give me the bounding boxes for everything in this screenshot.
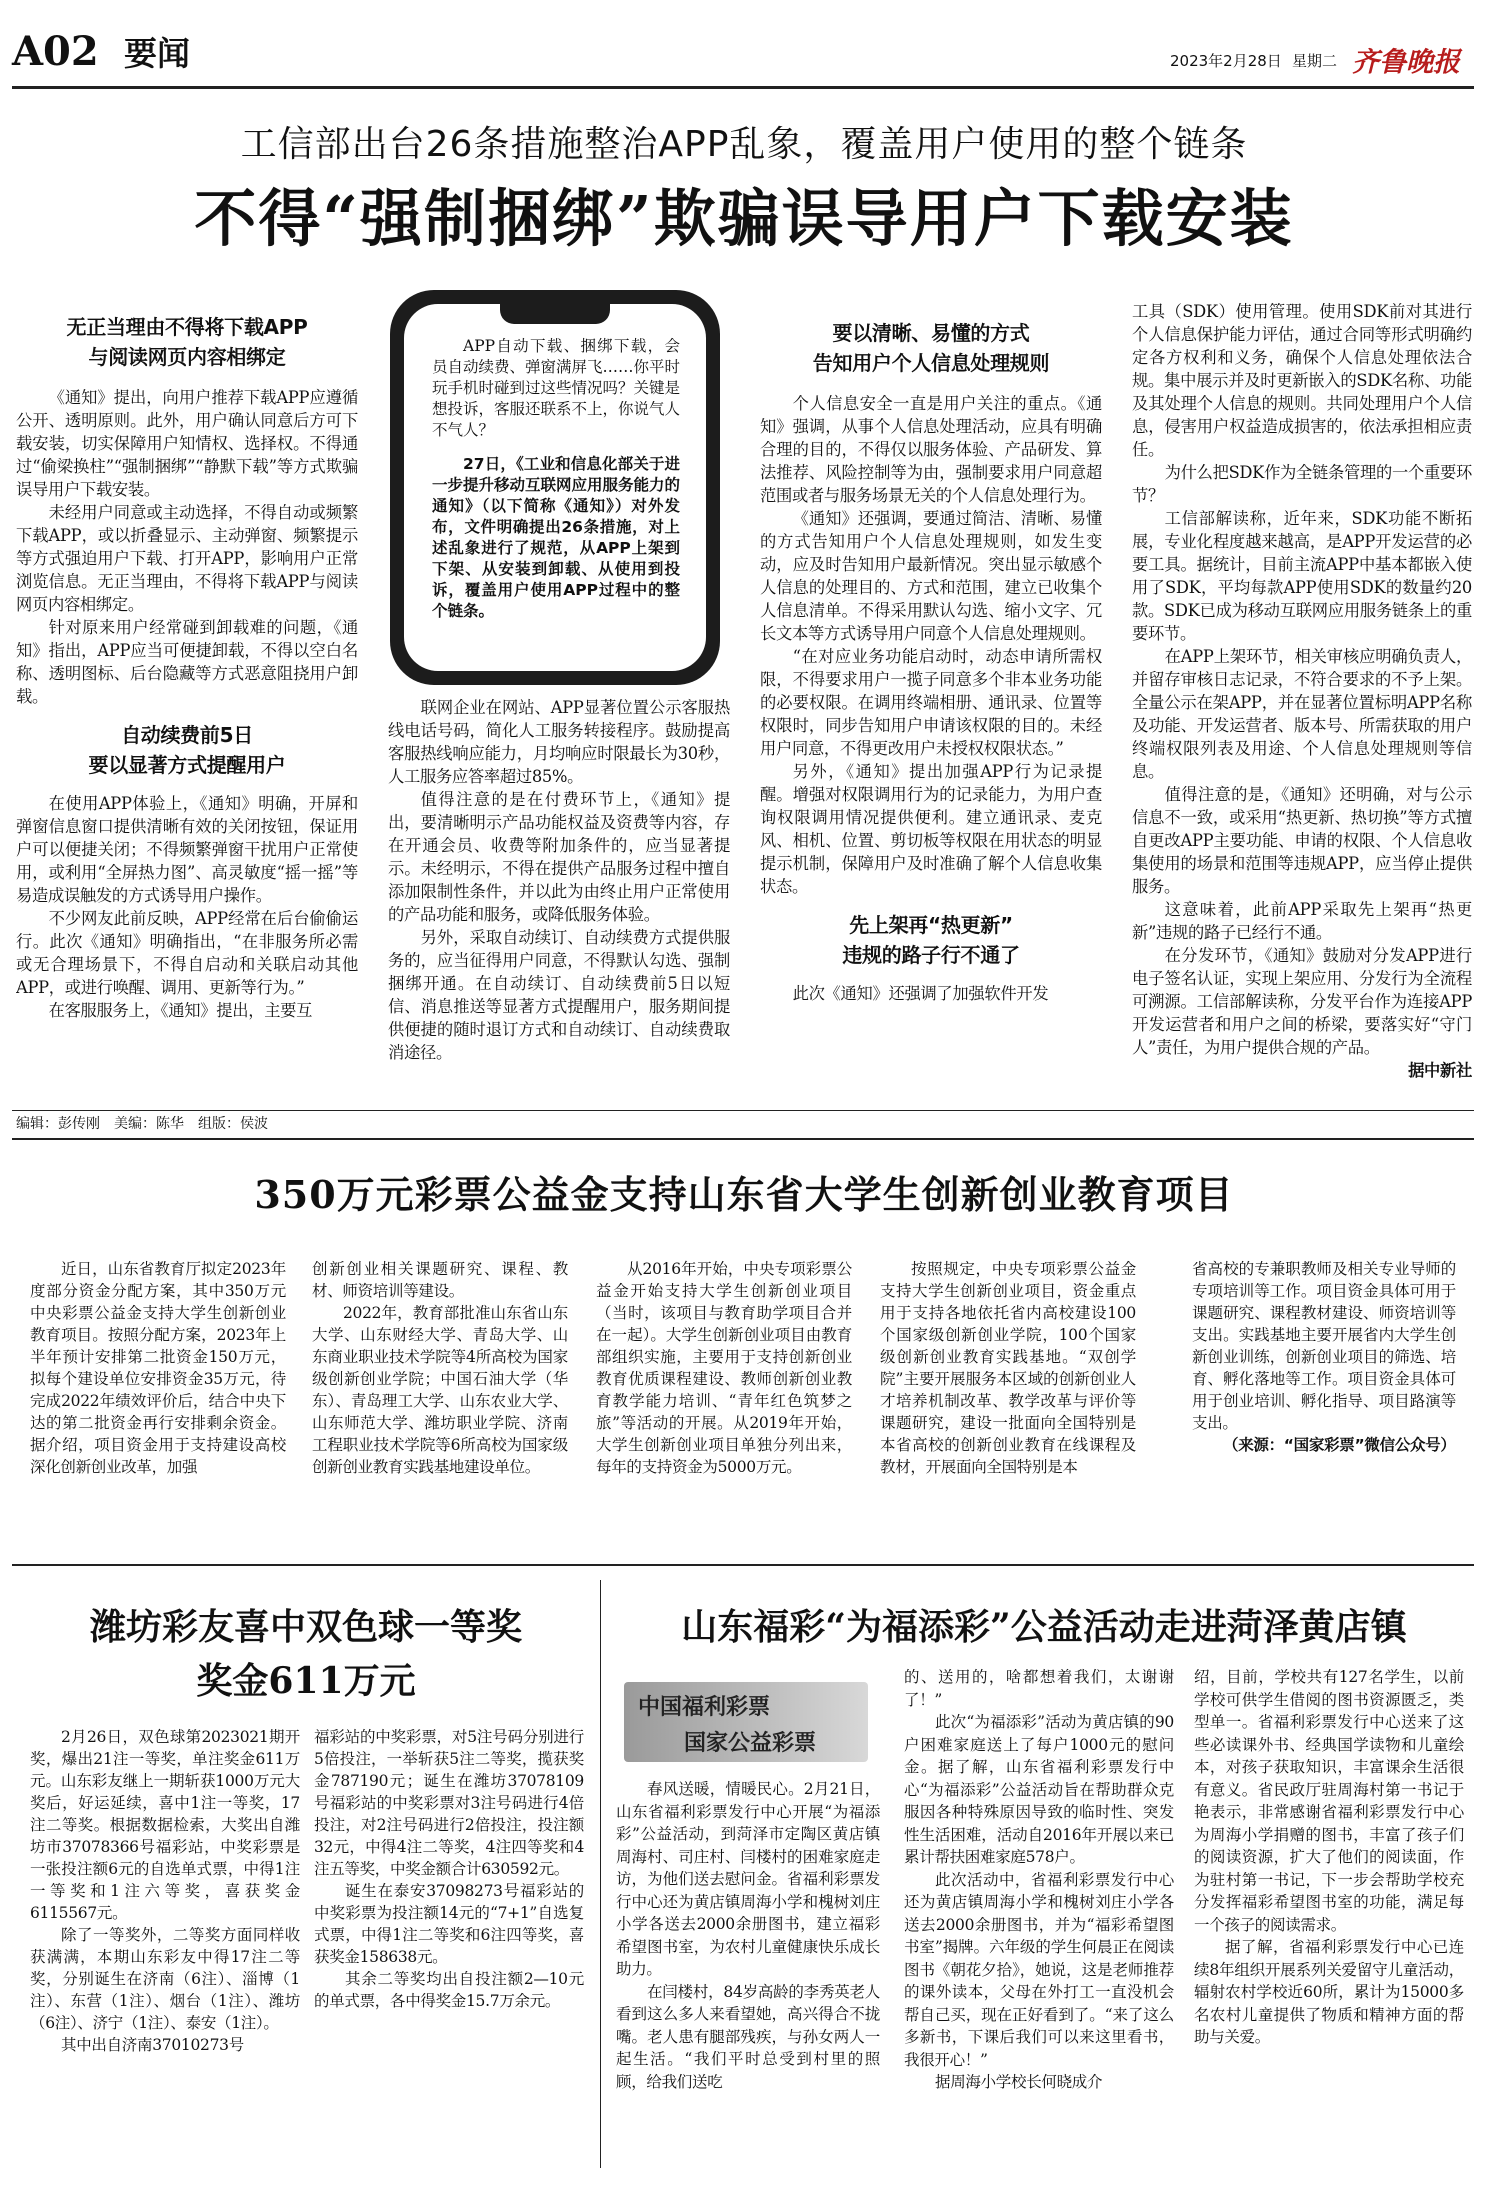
story3-column-1 — [30, 1726, 300, 2166]
story2-column-2 — [312, 1258, 568, 1548]
story2-column-3 — [596, 1258, 852, 1548]
paragraph: “在对应业务功能启动时，动态申请所需权限，不得要求用户一揽子同意多个非本业务功能的必要权限。在调用终端相册、通讯录、位置等权限时，同步告知用户申请该权限的目的。未经用户同意，不得更改用户未授权权限状态。” — [760, 647, 1102, 758]
story1-headline: 不得“强制捆绑”欺骗误导用户下载安装 — [194, 182, 1294, 255]
paragraph: 的、送用的，啥都想着我们，太谢谢了！” — [904, 1668, 1174, 1709]
story4-column-3 — [1194, 1666, 1464, 2168]
paragraph: 2月26日，双色球第2023021期开奖，爆出21注一等奖，单注奖金611万元。山东彩友继上一期斩获1000万元大奖后，好运延续，喜中1注一等奖，17注二等奖。根据数据检索，大奖出自潍坊市37078366号福彩站，中奖彩票是一张投注额6元的自选单式票，中得1注一等奖和1注六等奖，喜获奖金6115567元。 — [30, 1728, 300, 1922]
paragraph: 春风送暖，情暖民心。2月21日，山东省福利彩票发行中心开展“为福添彩”公益活动，到菏泽市定陶区黄店镇周海村、司庄村、闫楼村的困难家庭走访，为他们送去慰问金。省福利彩票发行中心还为黄店镇周海小学和槐树刘庄小学各送去2000余册图书，建立福彩希望图书室，为农村儿童健康快乐成长助力。 — [616, 1780, 880, 1978]
paragraph: 《通知》还强调，要通过简洁、清晰、易懂的方式告知用户个人信息处理规则，如发生变动，应及时告知用户最新情况。突出显示敏感个人信息的处理目的、方式和范围，建立已收集个人信息清单。不得采用默认勾选、缩小文字、冗长文本等方式诱导用户同意个人信息处理规则。 — [760, 509, 1102, 643]
paragraph: 值得注意的是在付费环节上，《通知》提出，要清晰明示产品功能权益及资费等内容，存在开通会员、收费等附加条件的，应当显著提示。未经明示，不得在提供产品服务过程中擅自添加限制性条件，并以此为由终止用户正常使用的产品功能和服务，或降低服务体验。 — [388, 790, 730, 924]
paragraph: 另外，《通知》提出加强APP行为记录提醒。增强对权限调用行为的记录能力，为用户查询权限调用情况提供便利。建立通讯录、麦克风、相机、位置、剪切板等权限在用状态的明显提示机制，保障用户及时准确了解个人信息收集状态。 — [760, 762, 1102, 896]
paragraph: 据了解，省福利彩票发行中心已连续8年组织开展系列关爱留守儿童活动，辐射农村学校近60所，累计为15000多名农村儿童提供了物质和精神方面的帮助与关爱。 — [1194, 1938, 1464, 2046]
paragraph: 近日，山东省教育厅拟定2023年度部分资金分配方案，其中350万元中央彩票公益金支持大学生创新创业教育项目。按照分配方案，2023年上半年预计安排第二批资金150万元，拟每个建设单位安排资金35万元，待完成2022年绩效评价后，结合中央下达的第二批资金再行安排剩余资金。据介绍，项目资金用于支持建设高校深化创新创业改革，加强 — [30, 1260, 286, 1476]
story1-kicker: 工信部出台26条措施整治APP乱象，覆盖用户使用的整个链条 — [240, 124, 1248, 165]
welfare-lottery-logo — [624, 1682, 868, 1762]
paragraph: 工信部解读称，近年来，SDK功能不断拓展，专业化程度越来越高，是APP开发运营的必要工具。据统计，目前主流APP中基本都嵌入使用了SDK，平均每款APP使用SDK的数量约20款。SDK已成为移动互联网应用服务链条上的重要环节。 — [1132, 509, 1472, 643]
paragraph: 在使用APP体验上，《通知》明确，开屏和弹窗信息窗口提供清晰有效的关闭按钮，保证用户可以便捷关闭；不得频繁弹窗干扰用户正常使用，或利用“全屏热力图”、高灵敏度“摇一摇”等易造成误触发的方式诱导用户操作。 — [16, 794, 358, 905]
paragraph: 联网企业在网站、APP显著位置公示客服热线电话号码，简化人工服务转接程序。鼓励提高客服热线响应能力，月均响应时限最长为30秒，人工服务应答率超过85%。 — [388, 698, 730, 786]
story1-column-2 — [388, 696, 730, 1096]
paragraph: 在客服服务上，《通知》提出，主要互 — [48, 1001, 313, 1020]
story2-column-4 — [880, 1258, 1136, 1548]
editor-credits: 编辑：彭传刚 美编：陈华 组版：侯波 — [16, 1116, 268, 1132]
source-line: （来源：“国家彩票”微信公众号） — [1223, 1436, 1456, 1454]
story4-column-2 — [904, 1666, 1174, 2168]
paragraph: 诞生在泰安37098273号福彩站的中奖彩票为投注额14元的“7+1”自选复式票，中得1注二等奖和6注四等奖，喜获奖金158638元。 — [314, 1882, 584, 1966]
paragraph: 除了一等奖外，二等奖方面同样收获满满，本期山东彩友中得17注二等奖，分别诞生在济南（6注）、淄博（1注）、东营（1注）、烟台（1注）、潍坊（6注）、济宁（1注）、泰安（1注）。 — [30, 1926, 300, 2032]
story4-headline: 山东福彩“为福添彩”公益活动走进菏泽黄店镇 — [681, 1606, 1407, 1648]
paragraph: 创新创业相关课题研究、课程、教材、师资培训等建设。 — [312, 1260, 568, 1300]
phone-main-text: 27日，《工业和信息化部关于进一步提升移动互联网应用服务能力的通知》（以下简称《通知》）对外发布，文件明确提出26条措施，对上述乱象进行了规范，从APP上架到下架、从安装到卸载、从使用到投诉，覆盖用户使用APP过程中的整个链条。 — [432, 455, 681, 620]
story2-headline: 350万元彩票公益金支持山东省大学生创新创业教育项目 — [254, 1172, 1234, 1217]
story2-column-5 — [1192, 1258, 1456, 1548]
story1-column-1 — [16, 312, 358, 1102]
paragraph: 此次活动中，省福利彩票发行中心还为黄店镇周海小学和槐树刘庄小学各送去2000余册图书，并为“福彩希望图书室”揭牌。六年级的学生何晨正在阅读图书《朝花夕拾》，她说，这是老师推荐的课外读本，父母在外打工一直没机会帮自己买，现在正好看到了。“来了这么多新书，下课后我们可以来这里看书，我很开心！” — [904, 1870, 1174, 2069]
subhead-hotupdate: 先上架再“热更新” 违规的路子行不通了 — [842, 913, 1020, 967]
paragraph: 另外，采取自动续订、自动续费方式提供服务的，应当征得用户同意，不得默认勾选、强制捆绑开通。在自动续订、自动续费前5日以短信、消息推送等显著方式提醒用户，服务期间提供便捷的随时退订方式和自动续订、自动续费取消途径。 — [388, 928, 730, 1062]
paragraph: 工具（SDK）使用管理。使用SDK前对其进行个人信息保护能力评估，通过合同等形式明确约定各方权利和义务，确保个人信息处理依法合规。集中展示并及时更新嵌入的SDK名称、功能及其处理个人信息的规则。共同处理用户个人信息，侵害用户权益造成损害的，依法承担相应责任。 — [1132, 302, 1472, 459]
paragraph: 未经用户同意或主动选择，不得自动或频繁下载APP，或以折叠显示、主动弹窗、频繁提示等方式强迫用户下载、打开APP，影响用户正常浏览信息。无正当理由，不得将下载APP与阅读网页内容相绑定。 — [16, 503, 358, 614]
logo-line-1: 中国福利彩票 — [638, 1695, 771, 1720]
page-number: A02 — [12, 28, 99, 75]
paragraph: 福彩站的中奖彩票，对5注号码分别进行5倍投注，一举斩获5注二等奖，揽获奖金787190元；诞生在潍坊37078109号福彩站的中奖彩票对3注号码进行4倍投注，对2注号码进行2倍投注，投注额32元，中得4注二等奖，4注四等奖和4注五等奖，中奖金额合计630592元。 — [314, 1728, 584, 1878]
issue-date: 2023年2月28日 — [1170, 52, 1282, 70]
phone-notch — [500, 304, 610, 324]
phone-intro-text: APP自动下载、捆绑下载，会员自动续费、弹窗满屏飞……你平时玩手机时碰到过这些情况吗？关键是想投诉，客服还联系不上，你说气人不气人？ — [432, 337, 681, 439]
paragraph: 个人信息安全一直是用户关注的重点。《通知》强调，从事个人信息处理活动，应具有明确合理的目的，不得仅以服务体验、产品研发、算法推荐、风险控制等为由，强制要求用户同意超范围或者与服务场景无关的个人信息处理行为。 — [760, 394, 1102, 505]
story3-headline: 潍坊彩友喜中双色球一等奖 奖金611万元 — [89, 1606, 522, 1702]
paragraph: 2022年，教育部批准山东省山东大学、山东财经大学、青岛大学、山东商业职业技术学院等4所高校为国家级创新创业学院；中国石油大学（华东）、青岛理工大学、山东农业大学、山东师范大学、潍坊职业学院、济南工程职业技术学院等6所高校为国家级创新创业教育实践基地建设单位。 — [312, 1304, 568, 1476]
story4-column-1 — [616, 1778, 880, 2168]
paper-name-logo: 齐鲁晚报 — [1352, 47, 1460, 78]
story1-column-3 — [760, 318, 1102, 1104]
paragraph: 在闫楼村，84岁高龄的李秀英老人看到这么多人来看望她，高兴得合不拢嘴。老人患有腿部残疾，与孙女两人一起生活。“我们平时总受到村里的照顾，给我们送吃 — [616, 1982, 880, 2091]
masthead-rule — [12, 86, 1474, 89]
paragraph: 据周海小学校长何晓成介 — [935, 2073, 1103, 2091]
paragraph: 不少网友此前反映，APP经常在后台偷偷运行。此次《通知》明确指出，“在非服务所必需或无合理场景下，不得自启动和关联启动其他APP，或进行唤醒、调用、更新等行为。” — [16, 909, 358, 997]
paragraph: 在分发环节，《通知》鼓励对分发APP进行电子签名认证，实现上架应用、分发行为全流程可溯源。工信部解读称，分发平台作为连接APP开发运营者和用户之间的桥梁，要落实好“守门人”责任，为用户提供合规的产品。 — [1132, 946, 1472, 1057]
subhead-autorenew: 自动续费前5日 要以显著方式提醒用户 — [88, 723, 286, 777]
column-divider — [600, 1580, 601, 2168]
section-divider — [12, 1138, 1474, 1140]
subhead-privacy: 要以清晰、易懂的方式 告知用户个人信息处理规则 — [812, 321, 1050, 375]
paragraph: 其中出自济南37010273号 — [61, 2036, 244, 2054]
paragraph: 绍，目前，学校共有127名学生，以前学校可供学生借阅的图书资源匮乏，类型单一。省福利彩票发行中心送来了这些必读课外书、经典国学读物和儿童绘本，对孩子获取知识，丰富课余生活很有意义。省民政厅驻周海村第一书记于艳表示，非常感谢省福利彩票发行中心为周海小学捐赠的图书，丰富了孩子们的阅读资源，扩大了他们的阅读面，作为驻村第一书记，下一步会帮助学校充分发挥福彩希望图书室的功能，满足每一个孩子的阅读需求。 — [1194, 1668, 1464, 1934]
paragraph: 这意味着，此前APP采取先上架再“热更新”违规的路子已经行不通。 — [1132, 900, 1472, 942]
paragraph: 在APP上架环节，相关审核应明确负责人，并留存审核日志记录，不符合要求的不予上架。全量公示在架APP，并在显著位置标明APP名称及功能、开发运营者、版本号、所需获取的用户终端权限列表及用途、个人信息处理规则等信息。 — [1132, 647, 1472, 781]
paragraph: 为什么把SDK作为全链条管理的一个重要环节？ — [1132, 463, 1472, 505]
paragraph: 从2016年开始，中央专项彩票公益金开始支持大学生创新创业项目（当时，该项目与教育助学项目合并在一起）。大学生创新创业项目由教育部组织实施，主要用于支持创新创业教育优质课程建设、教师创新创业教育教学能力培训、“青年红色筑梦之旅”等活动的开展。从2019年开始，大学生创新创业项目单独分列出来，每年的支持资金为5000万元。 — [596, 1260, 852, 1476]
phone-illustration — [390, 290, 720, 685]
issue-weekday: 星期二 — [1292, 52, 1338, 70]
section-divider-2 — [12, 1564, 1474, 1566]
paragraph: 《通知》提出，向用户推荐下载APP应遵循公开、透明原则。此外，用户确认同意后方可下载安装，切实保障用户知情权、选择权。不得通过“偷梁换柱”“强制捆绑”“静默下载”等方式欺骗误导用户下载安装。 — [16, 388, 358, 499]
credits-rule — [12, 1110, 1474, 1111]
paragraph: 按照规定，中央专项彩票公益金支持大学生创新创业项目，资金重点用于支持各地依托省内高校建设100个国家级创新创业学院，100个国家级创新创业教育实践基地。“双创学院”主要开展服务本区域的创新创业人才培养机制改革、教学改革与评价等课题研究，建设一批面向全国特别是本省高校的创新创业教育在线课程及教材，开展面向全国特别是本 — [880, 1260, 1136, 1476]
story2-column-1 — [30, 1258, 286, 1548]
logo-line-2: 国家公益彩票 — [684, 1731, 817, 1756]
story1-column-4 — [1132, 300, 1472, 1090]
subhead-bundling: 无正当理由不得将下载APP 与阅读网页内容相绑定 — [66, 315, 308, 369]
paragraph: 省高校的专兼职教师及相关专业导师的专项培训等工作。项目资金具体可用于课题研究、课程教材建设、师资培训等支出。实践基地主要开展省内大学生创新创业训练，创新创业项目的筛选、培育、孵化落地等工作。项目资金具体可用于创业培训、孵化指导、项目路演等支出。 — [1192, 1260, 1456, 1432]
story3-column-2 — [314, 1726, 584, 2166]
paragraph: 其余二等奖均出自投注额2—10元的单式票，各中得奖金15.7万余元。 — [314, 1970, 584, 2010]
paragraph: 此次《通知》还强调了加强软件开发 — [792, 984, 1049, 1003]
paragraph: 针对原来用户经常碰到卸载难的问题，《通知》指出，APP应当可便捷卸载，不得以空白名称、透明图标、后台隐藏等方式恶意阻挠用户卸载。 — [16, 618, 358, 706]
section-name: 要闻 — [124, 34, 190, 73]
paragraph: 值得注意的是，《通知》还明确，对与公示信息不一致，或采用“热更新、热切换”等方式擅自更改APP主要功能、申请的权限、个人信息收集使用的场景和范围等违规APP，应当停止提供服务。 — [1132, 785, 1472, 896]
paragraph: 此次“为福添彩”活动为黄店镇的90户困难家庭送上了每户1000元的慰问金。据了解，山东省福利彩票发行中心“为福添彩”公益活动旨在帮助群众克服因各种特殊原因导致的临时性、突发性生活困难，活动自2016年开展以来已累计帮扶困难家庭578户。 — [904, 1713, 1174, 1866]
phone-screen — [404, 304, 706, 671]
source-line: 据中新社 — [1408, 1061, 1472, 1080]
